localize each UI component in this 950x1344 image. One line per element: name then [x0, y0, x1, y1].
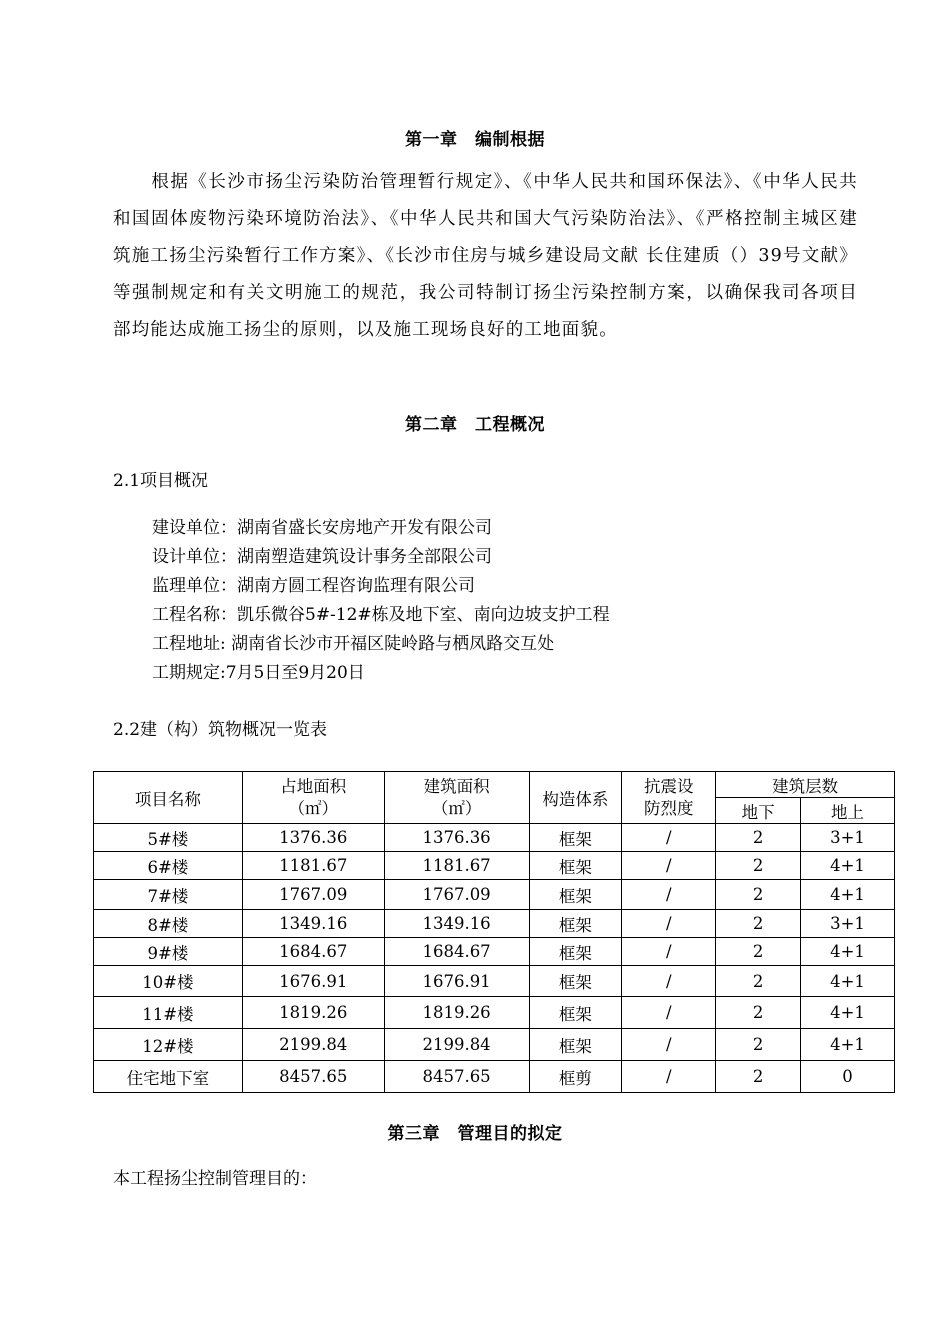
cell-project-name: 10#楼	[94, 966, 243, 997]
cell-land-area: 1181.67	[242, 852, 384, 880]
cell-seismic: /	[622, 824, 716, 852]
cell-land-area: 1349.16	[242, 910, 384, 938]
cell-aboveground: 4+1	[801, 938, 895, 966]
cell-aboveground: 0	[801, 1061, 895, 1093]
table-row	[94, 938, 895, 966]
cell-structure: 框架	[529, 938, 622, 966]
info-project-address: 工程地址: 湖南省长沙市开福区陡岭路与栖凤路交互处	[152, 634, 555, 654]
cell-project-name: 11#楼	[94, 997, 243, 1029]
chapter1-paragraph	[113, 164, 858, 349]
cell-project-name: 7#楼	[94, 880, 243, 910]
cell-seismic: /	[622, 880, 716, 910]
header-underground: 地下	[716, 798, 801, 824]
cell-underground: 2	[716, 852, 801, 880]
cell-underground: 2	[716, 938, 801, 966]
cell-project-name: 6#楼	[94, 852, 243, 880]
header-land-area: 占地面积 （㎡）	[242, 772, 384, 824]
info-supervision-unit: 监理单位：湖南方圆工程咨询监理有限公司	[152, 576, 475, 596]
cell-land-area: 8457.65	[242, 1061, 384, 1093]
cell-structure: 框架	[529, 997, 622, 1029]
cell-aboveground: 4+1	[801, 880, 895, 910]
table-row	[94, 997, 895, 1029]
cell-underground: 2	[716, 910, 801, 938]
cell-structure: 框架	[529, 910, 622, 938]
cell-aboveground: 4+1	[801, 997, 895, 1029]
cell-building-area: 1349.16	[384, 910, 529, 938]
cell-building-area: 1767.09	[384, 880, 529, 910]
cell-building-area: 1819.26	[384, 997, 529, 1029]
section-2-1-title: 2.1项目概况	[113, 471, 209, 491]
section-2-2-title: 2.2建（构）筑物概况一览表	[113, 720, 328, 740]
cell-building-area: 1181.67	[384, 852, 529, 880]
header-floors: 建筑层数	[716, 772, 895, 798]
cell-land-area: 1767.09	[242, 880, 384, 910]
cell-building-area: 1684.67	[384, 938, 529, 966]
cell-project-name: 5#楼	[94, 824, 243, 852]
header-project-name: 项目名称	[94, 772, 243, 824]
cell-underground: 2	[716, 966, 801, 997]
cell-building-area: 8457.65	[384, 1061, 529, 1093]
cell-land-area: 1676.91	[242, 966, 384, 997]
table-row	[94, 852, 895, 880]
chapter1-title: 第一章 编制根据	[405, 130, 545, 150]
info-project-name: 工程名称：凯乐微谷5#-12#栋及地下室、南向边坡支护工程	[152, 605, 610, 625]
table-body	[94, 824, 895, 1093]
cell-project-name: 9#楼	[94, 938, 243, 966]
header-seismic: 抗震设 防烈度	[622, 772, 716, 824]
cell-underground: 2	[716, 824, 801, 852]
chapter3-title: 第三章 管理目的拟定	[387, 1124, 563, 1144]
cell-building-area: 2199.84	[384, 1029, 529, 1061]
table-row	[94, 966, 895, 997]
table-row	[94, 1061, 895, 1093]
cell-building-area: 1676.91	[384, 966, 529, 997]
cell-project-name: 住宅地下室	[94, 1061, 243, 1093]
header-structure: 构造体系	[529, 772, 622, 824]
info-design-unit: 设计单位：湖南塑造建筑设计事务全部限公司	[152, 547, 492, 567]
table-row	[94, 880, 895, 910]
cell-structure: 框架	[529, 824, 622, 852]
chapter2-title: 第二章 工程概况	[405, 415, 545, 435]
table-header-row	[94, 772, 895, 798]
cell-seismic: /	[622, 1029, 716, 1061]
cell-seismic: /	[622, 997, 716, 1029]
chapter1-paragraph-text: 根据《长沙市扬尘污染防治管理暂行规定》、《中华人民共和国环保法》、《中华人民共和国固体废物污染环境防治法》、《中华人民共和国大气污染防治法》、《严格控制主城区建筑施工扬尘污染暂行工作方案》、《长沙市住房与城乡建设局文献 长住建质（）39号文献》等强制规定和有关文明施工的规范，我公司特制订扬尘污染控制方案，以确保我司各项目部均能达成施工扬尘的原则，以及施工现场良好的工地面貌。	[113, 172, 858, 340]
cell-aboveground: 4+1	[801, 966, 895, 997]
cell-underground: 2	[716, 1029, 801, 1061]
cell-aboveground: 4+1	[801, 1029, 895, 1061]
info-construction-unit: 建设单位：湖南省盛长安房地产开发有限公司	[152, 518, 492, 538]
cell-building-area: 1376.36	[384, 824, 529, 852]
cell-seismic: /	[622, 938, 716, 966]
cell-seismic: /	[622, 852, 716, 880]
cell-seismic: /	[622, 910, 716, 938]
header-aboveground: 地上	[801, 798, 895, 824]
info-schedule: 工期规定:7月5日至9月20日	[152, 663, 365, 683]
cell-land-area: 1684.67	[242, 938, 384, 966]
cell-structure: 框剪	[529, 1061, 622, 1093]
cell-land-area: 2199.84	[242, 1029, 384, 1061]
header-building-area: 建筑面积 （㎡）	[384, 772, 529, 824]
cell-structure: 框架	[529, 852, 622, 880]
cell-project-name: 12#楼	[94, 1029, 243, 1061]
table-row	[94, 1029, 895, 1061]
cell-aboveground: 4+1	[801, 852, 895, 880]
table-row	[94, 910, 895, 938]
project-info-list	[152, 514, 610, 688]
chapter3-intro: 本工程扬尘控制管理目的：	[113, 1169, 317, 1189]
cell-structure: 框架	[529, 966, 622, 997]
table-row	[94, 824, 895, 852]
cell-structure: 框架	[529, 1029, 622, 1061]
cell-underground: 2	[716, 1061, 801, 1093]
cell-project-name: 8#楼	[94, 910, 243, 938]
cell-land-area: 1819.26	[242, 997, 384, 1029]
cell-land-area: 1376.36	[242, 824, 384, 852]
cell-structure: 框架	[529, 880, 622, 910]
cell-seismic: /	[622, 966, 716, 997]
building-overview-table	[93, 771, 895, 1093]
cell-aboveground: 3+1	[801, 824, 895, 852]
cell-underground: 2	[716, 997, 801, 1029]
cell-aboveground: 3+1	[801, 910, 895, 938]
cell-seismic: /	[622, 1061, 716, 1093]
cell-underground: 2	[716, 880, 801, 910]
